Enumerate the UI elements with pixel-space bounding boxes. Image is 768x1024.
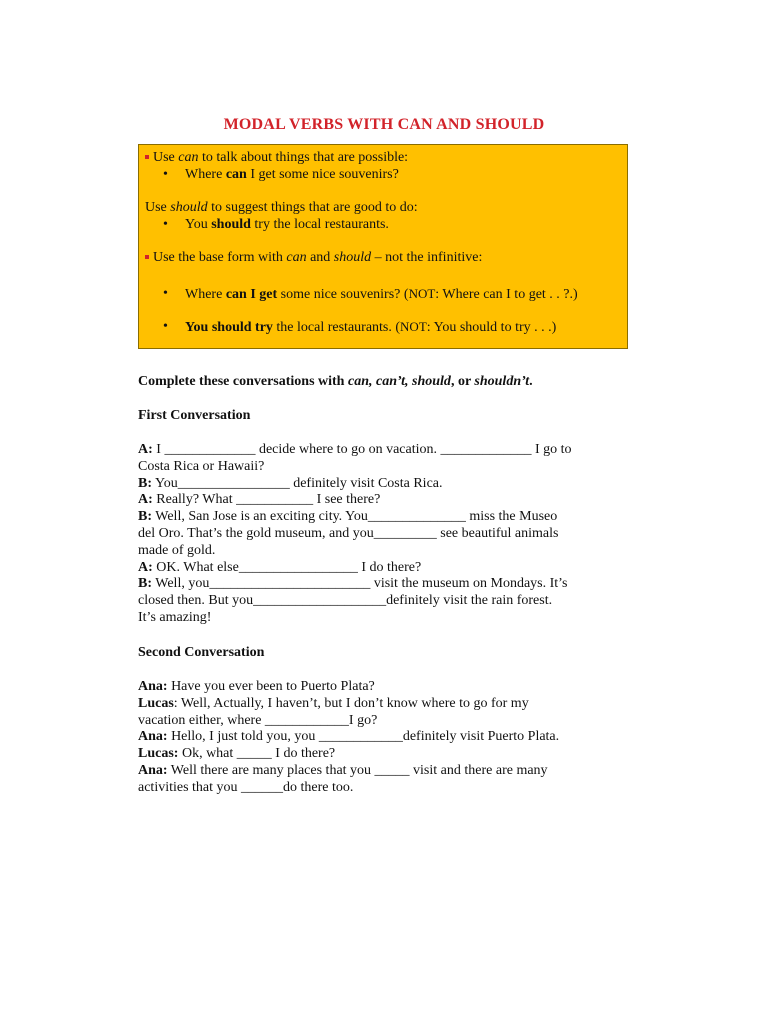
dialog-line: Ana: Hello, I just told you, you ____________definitely visit Puerto Plata.: [138, 729, 560, 745]
red-square-bullet-icon: [145, 155, 149, 159]
dialog-line: made of gold.: [138, 542, 216, 558]
rule-should-example: • You should try the local restaurants.: [185, 216, 389, 233]
dialog-line: It’s amazing!: [138, 609, 212, 625]
dialog-line: B: You________________ definitely visit Costa Rica.: [138, 475, 443, 491]
second-conversation-heading: Second Conversation: [138, 645, 265, 660]
rule-base-example-2: • You should try the local restaurants. (NOT: You should to try . . .): [185, 318, 556, 336]
rules-box: [138, 144, 628, 349]
dialog-line: closed then. But you___________________definitely visit the rain forest.: [138, 593, 553, 609]
red-square-bullet-icon: [145, 255, 149, 259]
dialog-line: del Oro. That’s the gold museum, and you_________ see beautiful animals: [138, 525, 559, 541]
dialog-line: Lucas: Well, Actually, I haven’t, but I don’t know where to go for my: [138, 695, 529, 711]
rule-can-intro: Use can to talk about things that are possible:: [145, 149, 408, 166]
dialog-line: Ana: Well there are many places that you _____ visit and there are many: [138, 762, 548, 778]
dialog-line: Costa Rica or Hawaii?: [138, 458, 265, 474]
dialog-line: Ana: Have you ever been to Puerto Plata?: [138, 679, 375, 694]
dialog-line: A: OK. What else_________________ I do there?: [138, 559, 422, 575]
rule-base-form-intro: Use the base form with can and should – not the infinitive:: [145, 249, 482, 266]
rule-can-example: • Where can I get some nice souvenirs?: [185, 166, 399, 183]
second-conversation: [138, 679, 638, 797]
instructions: Complete these conversations with can, can’t, should, or shouldn’t.: [138, 374, 533, 389]
dialog-line: Lucas: Ok, what _____ I do there?: [138, 746, 336, 762]
dialog-line: vacation either, where ____________I go?: [138, 712, 378, 728]
first-conversation: [138, 442, 638, 627]
dialog-line: activities that you ______do there too.: [138, 779, 354, 795]
first-conversation-heading: First Conversation: [138, 408, 251, 423]
rule-base-example-1: • Where can I get some nice souvenirs? (NOT: Where can I to get . . ?.): [185, 285, 578, 303]
dialog-line: B: Well, you_______________________ visit the museum on Mondays. It’s: [138, 576, 568, 592]
dialog-line: A: I _____________ decide where to go on vacation. _____________ I go to: [138, 442, 572, 457]
dialog-line: A: Really? What ___________ I see there?: [138, 492, 381, 508]
dialog-line: B: Well, San Jose is an exciting city. You______________ miss the Museo: [138, 509, 558, 525]
rule-should-intro: Use should to suggest things that are good to do:: [145, 200, 418, 215]
page-title: MODAL VERBS WITH CAN AND SHOULD: [223, 116, 545, 133]
